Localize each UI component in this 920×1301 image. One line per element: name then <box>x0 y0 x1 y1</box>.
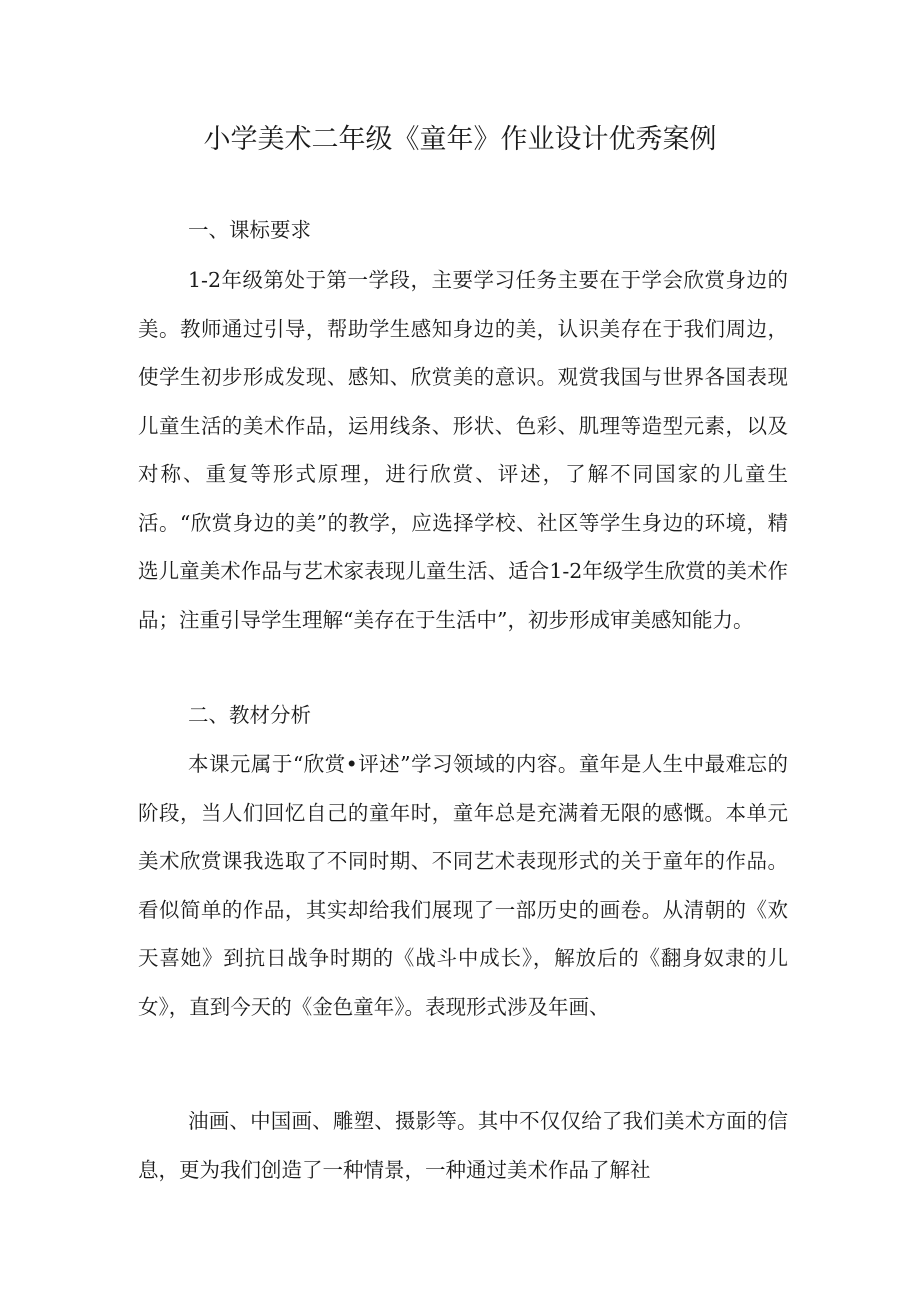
document-title: 小学美术二年级《童年》作业设计优秀案例 <box>203 124 717 155</box>
paragraph-materials: 本课元属于“欣赏•评述”学习领域的内容。童年是人生中最难忘的阶段，当人们回忆自己的童年时，童年总是充满着无限的感慨。本单元美术欣赏课我选取了不同时期、不同艺术表现形式的关于童年的作品。看似简单的作品，其实却给我们展现了一部历史的画卷。从清朝的《欢天喜她》到抗日战争时期的《战斗中成长》，解放后的《翻身奴隶的儿女》，直到今天的《金色童年》。表现形式涉及年画、 <box>138 752 788 1019</box>
paragraph-standards: 1-2年级第处于第一学段，主要学习任务主要在于学会欣赏身边的美。教师通过引导，帮助学生感知身边的美，认识美存在于我们周边，使学生初步形成发现、感知、欣赏美的意识。观赏我国与世界各国表现儿童生活的美术作品，运用线条、形状、色彩、肌理等造型元素，以及对称、重复等形式原理，进行欣赏、评述，了解不同国家的儿童生活。“欣赏身边的美”的教学，应选择学校、社区等学生身边的环境，精选儿童美术作品与艺术家表现儿童生活、适合1-2年级学生欣赏的美术作品；注重引导学生理解“美存在于生活中”，初步形成审美感知能力。 <box>138 268 788 632</box>
section-heading-standards: 一、课标要求 <box>188 218 311 242</box>
paragraph-materials-continuation: 油画、中国画、雕塑、摄影等。其中不仅仅给了我们美术方面的信息，更为我们创造了一种情景，一种通过美术作品了解社 <box>138 1109 788 1182</box>
section-heading-materials: 二、教材分析 <box>188 703 311 727</box>
